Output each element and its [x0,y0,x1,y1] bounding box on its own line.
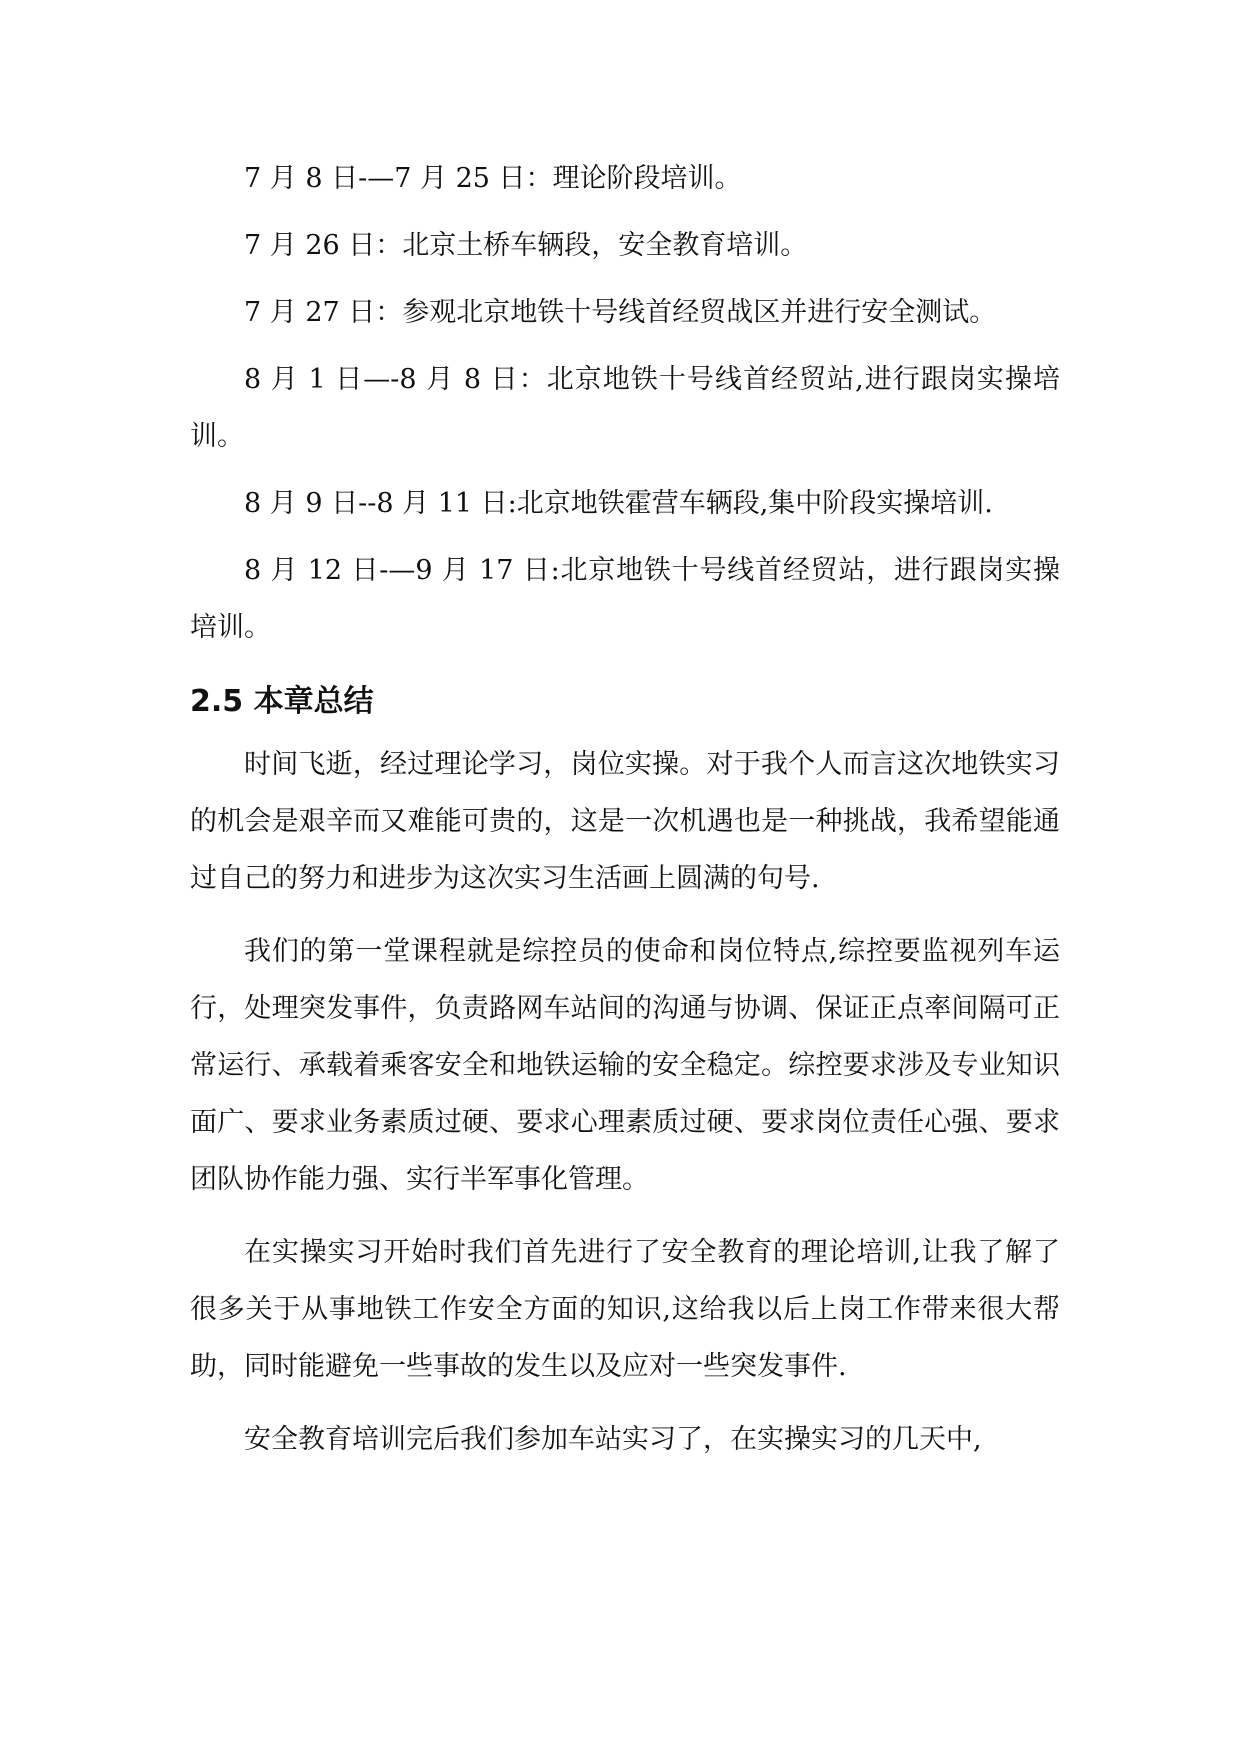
schedule-item: 8 月 1 日—-8 月 8 日：北京地铁十号线首经贸站,进行跟岗实操培训。 [190,364,1060,452]
body-paragraph: 安全教育培训完后我们参加车站实习了，在实操实习的几天中, [244,1424,982,1455]
schedule-list [190,150,1060,656]
schedule-item: 7 月 26 日：北京土桥车辆段，安全教育培训。 [244,230,808,261]
schedule-item: 7 月 8 日-—7 月 25 日：理论阶段培训。 [244,163,742,194]
section-body [190,736,1060,1468]
section-heading: 2.5 本章总结 [190,684,374,719]
page-content [190,150,1060,1484]
body-paragraph: 时间飞逝，经过理论学习，岗位实操。对于我个人而言这次地铁实习的机会是艰辛而又难能可贵的，这是一次机遇也是一种挑战，我希望能通过自己的努力和进步为这次实习生活画上圆满的句号. [190,749,1060,894]
schedule-item: 7 月 27 日：参观北京地铁十号线首经贸战区并进行安全测试。 [244,297,997,328]
schedule-item: 8 月 12 日-—9 月 17 日:北京地铁十号线首经贸站，进行跟岗实操培训。 [190,555,1060,643]
body-paragraph: 在实操实习开始时我们首先进行了安全教育的理论培训,让我了解了很多关于从事地铁工作安全方面的知识,这给我以后上岗工作带来很大帮助，同时能避免一些事故的发生以及应对一些突发事件. [190,1237,1060,1382]
schedule-item: 8 月 9 日--8 月 11 日:北京地铁霍营车辆段,集中阶段实操培训. [244,488,993,519]
body-paragraph: 我们的第一堂课程就是综控员的使命和岗位特点,综控要监视列车运行，处理突发事件，负责路网车站间的沟通与协调、保证正点率间隔可正常运行、承载着乘客安全和地铁运输的安全稳定。综控要求涉及专业知识面广、要求业务素质过硬、要求心理素质过硬、要求岗位责任心强、要求团队协作能力强、实行半军事化管理。 [190,936,1060,1195]
